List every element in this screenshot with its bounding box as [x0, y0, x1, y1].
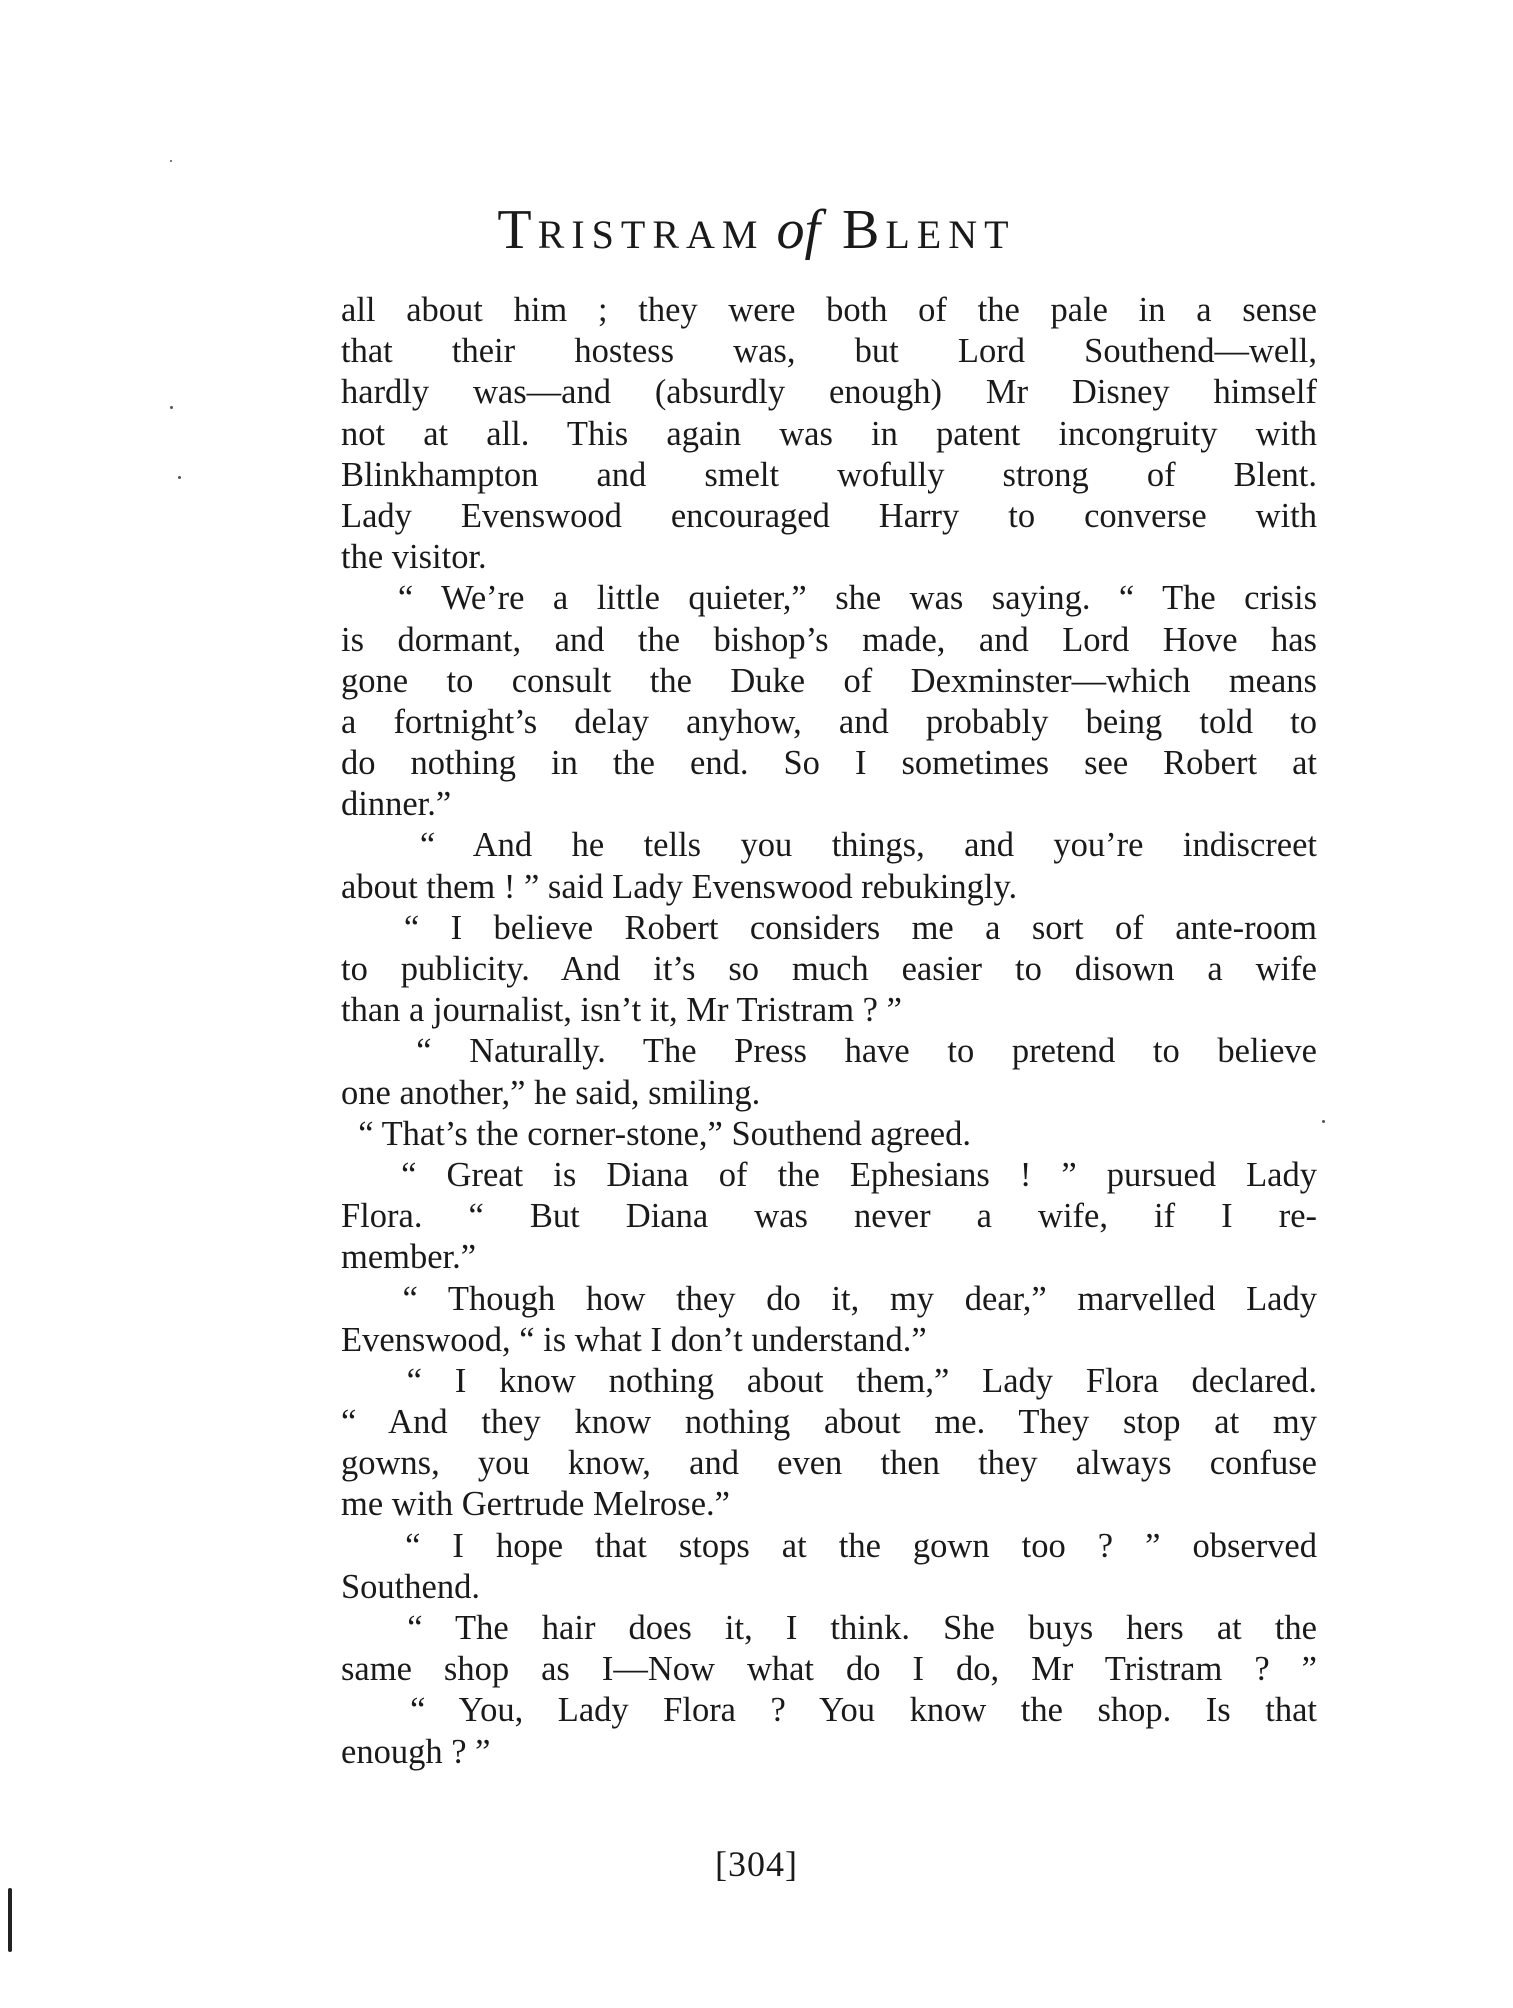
text-line: than a journalist, isn’t it, Mr Tristram ? ” [341, 991, 902, 1030]
running-head-rest-1: RISTRAM [537, 212, 765, 257]
text-line: me with Gertrude Melrose.” [341, 1485, 730, 1524]
scan-speck [170, 406, 173, 409]
text-line: “ I hope that stops at the gown too ? ” observed [341, 1526, 1317, 1565]
running-head-rest-2: LENT [885, 212, 1016, 257]
scan-speck [1322, 1120, 1325, 1123]
text-line: “ I believe Robert considers me a sort of ante-room [341, 908, 1317, 947]
running-head-of: of [776, 199, 821, 261]
text-line: Blinkhampton and smelt wofully strong of Blent. [341, 455, 1317, 494]
text-line: one another,” he said, smiling. [341, 1073, 761, 1112]
text-line: hardly was—and (absurdly enough) Mr Disney himself [341, 373, 1317, 412]
scan-edge-mark [8, 1888, 12, 1952]
scan-speck [178, 476, 181, 479]
text-line: Southend. [341, 1567, 480, 1606]
text-line: “ We’re a little quieter,” she was saying. “ The crisis [341, 579, 1317, 618]
text-line: “ That’s the corner-stone,” Southend agreed. [341, 1114, 971, 1153]
text-line: “ Though how they do it, my dear,” marvelled Lady [341, 1279, 1317, 1318]
text-line: “ Great is Diana of the Ephesians ! ” pursued Lady [341, 1155, 1317, 1194]
body-text [341, 290, 1317, 1773]
text-line: to publicity. And it’s so much easier to disown a wife [341, 950, 1317, 988]
text-line: a fortnight’s delay anyhow, and probably being told to [341, 702, 1317, 741]
text-line: the visitor. [341, 538, 487, 577]
text-line: member.” [341, 1238, 477, 1277]
text-line: gowns, you know, and even then they always confuse [341, 1444, 1317, 1483]
text-line: dinner.” [341, 785, 452, 824]
text-line: about them ! ” said Lady Evenswood rebukingly. [341, 867, 1018, 906]
text-line: “ Naturally. The Press have to pretend to believe [341, 1032, 1317, 1071]
text-line: “ I know nothing about them,” Lady Flora declared. [341, 1361, 1317, 1400]
text-line: all about him ; they were both of the pale in a sense [341, 291, 1317, 329]
scan-speck [170, 160, 172, 162]
text-line: Lady Evenswood encouraged Harry to converse with [341, 496, 1317, 535]
text-line: is dormant, and the bishop’s made, and Lord Hove has [341, 620, 1317, 659]
text-line: Evenswood, “ is what I don’t understand.” [341, 1320, 927, 1359]
text-line: “ And he tells you things, and you’re indiscreet [341, 826, 1317, 865]
text-line: enough ? ” [341, 1732, 491, 1771]
text-line: “ And they know nothing about me. They stop at my [341, 1403, 1317, 1442]
text-line: that their hostess was, but Lord Southend—well, [341, 332, 1317, 371]
text-line: not at all. This again was in patent incongruity with [341, 414, 1317, 453]
text-line: “ The hair does it, I think. She buys hers at the [341, 1609, 1317, 1647]
text-line: gone to consult the Duke of Dexminster—which means [341, 661, 1317, 700]
text-line: same shop as I—Now what do I do, Mr Tristram ? ” [341, 1650, 1317, 1689]
text-line: Flora. “ But Diana was never a wife, if I re- [341, 1197, 1317, 1236]
page-number: [304] [715, 1844, 798, 1884]
text-line: “ You, Lady Flora ? You know the shop. Is that [341, 1691, 1317, 1730]
running-head-initial-1: T [497, 199, 538, 261]
text-line: do nothing in the end. So I sometimes see Robert at [341, 744, 1317, 783]
running-head [0, 200, 1513, 265]
running-head-initial-2: B [842, 199, 886, 261]
